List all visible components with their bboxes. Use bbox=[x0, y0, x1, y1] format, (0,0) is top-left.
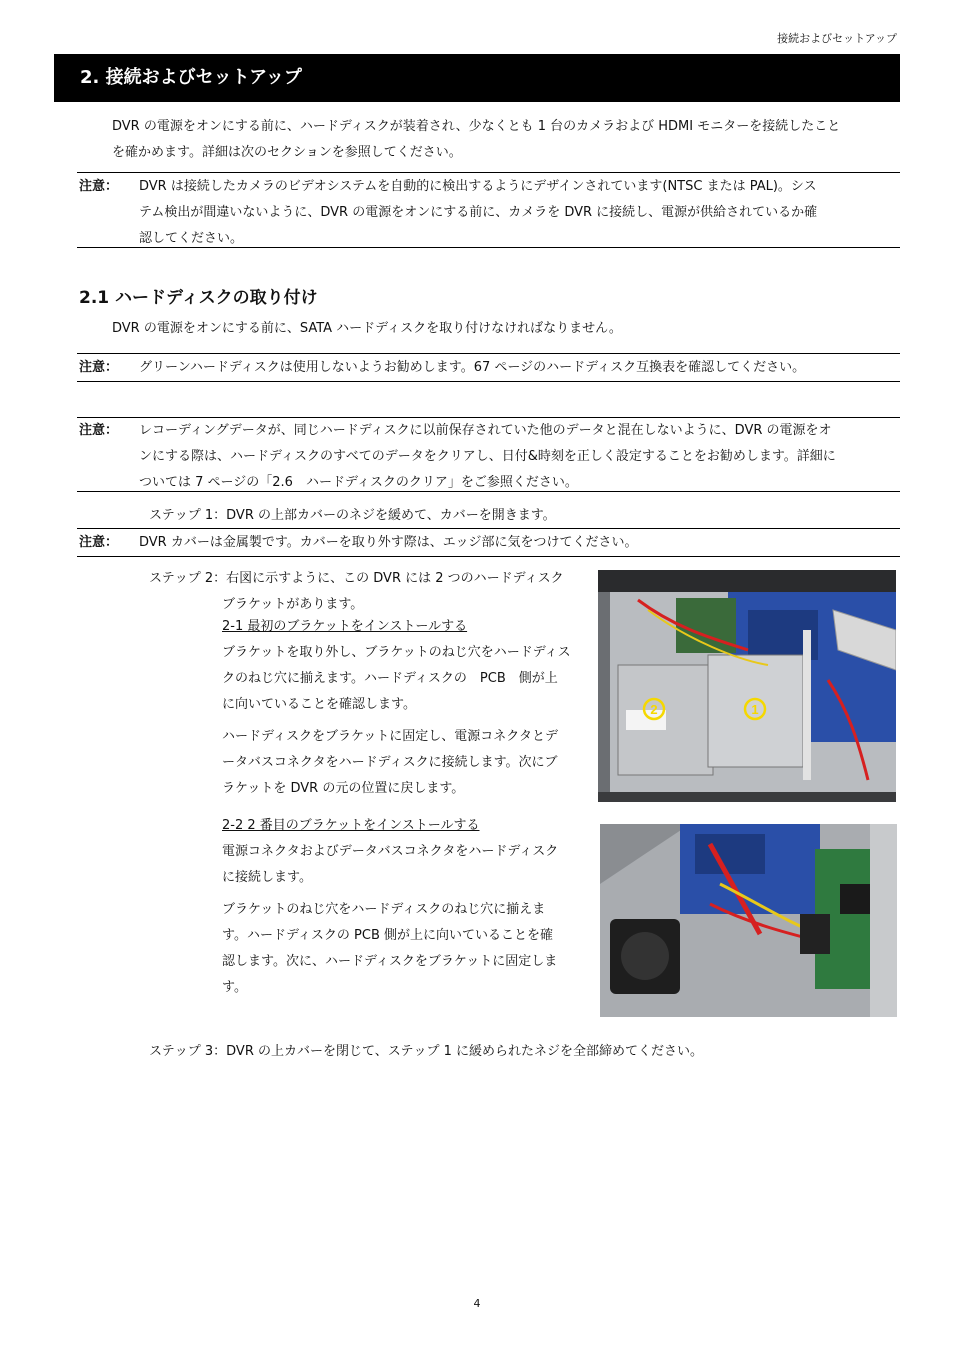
step-line: 電源コネクタおよびデータバスコネクタをハードディスク bbox=[222, 844, 559, 859]
note-line: ついては 7 ページの「2.6 ハードディスクのクリア」をご参照ください。 bbox=[139, 475, 578, 490]
divider bbox=[77, 491, 900, 492]
step-line: ラケットを DVR の元の位置に戻します。 bbox=[222, 781, 465, 796]
step-line: ータバスコネクタをハードディスクに接続します。次にブ bbox=[222, 755, 558, 770]
note-label: 注意： bbox=[79, 360, 119, 375]
step-2-2-heading: 2-2 2 番目のブラケットをインストールする bbox=[222, 818, 480, 833]
step-2-1-heading: 2-1 最初のブラケットをインストールする bbox=[222, 619, 468, 634]
divider bbox=[77, 528, 900, 529]
step-2-text bbox=[149, 566, 599, 618]
bracket-2-marker: 2 bbox=[650, 702, 658, 717]
step-2-line: ステップ 2：右図に示すように、この DVR には 2 つのハードディスク bbox=[149, 571, 564, 586]
divider bbox=[77, 247, 900, 248]
step-line: 認します。次に、ハードディスクをブラケットに固定しま bbox=[222, 954, 558, 969]
step-line: す。ハードディスクの PCB 側が上に向いていることを確 bbox=[222, 928, 554, 943]
intro-line: を確かめます。詳細は次のセクションを参照してください。 bbox=[112, 145, 462, 160]
subsection-intro: DVR の電源をオンにする前に、SATA ハードディスクを取り付けなければなりません。 bbox=[112, 321, 622, 336]
step-1-text: ステップ 1：DVR の上部カバーのネジを緩めて、カバーを開きます。 bbox=[149, 508, 556, 523]
step-line: クのねじ穴に揃えます。ハードディスクの PCB 側が上 bbox=[222, 671, 558, 686]
note-line: DVR は接続したカメラのビデオシステムを自動的に検出するようにデザインされています(NTSC または PAL)。シス bbox=[139, 179, 817, 194]
note-line: レコーディングデータが、同じハードディスクに以前保存されていた他のデータと混在しないように、DVR の電源をオ bbox=[139, 423, 832, 438]
section-title-bar: 2. 接続およびセットアップ bbox=[54, 54, 900, 102]
intro-line: DVR の電源をオンにする前に、ハードディスクが装着され、少なくとも 1 台のカメラおよび HDMI モニターを接続したこと bbox=[112, 119, 841, 134]
step-line: ハードディスクをブラケットに固定し、電源コネクタとデ bbox=[222, 729, 559, 744]
note-body bbox=[139, 418, 899, 496]
note-line: ンにする際は、ハードディスクのすべてのデータをクリアし、日付&時刻を正しく設定することをお勧めします。詳細に bbox=[139, 449, 836, 464]
step-line: に向いていることを確認します。 bbox=[222, 697, 416, 712]
step-3-text: ステップ 3：DVR の上カバーを閉じて、ステップ 1 に緩められたネジを全部締めてください。 bbox=[149, 1044, 703, 1059]
note-line: テム検出が間違いないように、DVR の電源をオンにする前に、カメラを DVR に接続し、電源が供給されているか確 bbox=[139, 205, 818, 220]
step-line: す。 bbox=[222, 980, 247, 995]
dvr-interior-illustration bbox=[598, 570, 896, 802]
note-body: DVR カバーは金属製です。カバーを取り外す際は、エッジ部に気をつけてください。 bbox=[139, 535, 638, 550]
step-2-1-block bbox=[222, 614, 584, 802]
intro-paragraph bbox=[112, 114, 900, 166]
note-body bbox=[139, 174, 899, 252]
second-bracket-photo bbox=[600, 824, 897, 1017]
note-label: 注意： bbox=[79, 423, 119, 438]
subsection-title: 2.1 ハードディスクの取り付け bbox=[79, 288, 318, 308]
divider bbox=[77, 381, 900, 382]
note-line: 認してください。 bbox=[139, 231, 244, 246]
page-number: 4 bbox=[473, 1297, 481, 1310]
bracket-1-marker: 1 bbox=[751, 702, 759, 717]
divider bbox=[77, 353, 900, 354]
note-body: グリーンハードディスクは使用しないようお勧めします。67 ページのハードディスク互換表を確認してください。 bbox=[139, 360, 806, 375]
step-2-line: ブラケットがあります。 bbox=[222, 597, 364, 612]
note-label: 注意： bbox=[79, 535, 119, 550]
step-line: ブラケットを取り外し、ブラケットのねじ穴をハードディス bbox=[222, 645, 571, 660]
note-label: 注意： bbox=[79, 179, 119, 194]
divider bbox=[77, 172, 900, 173]
step-2-2-block bbox=[222, 813, 584, 1001]
step-line: ブラケットのねじ穴をハードディスクのねじ穴に揃えま bbox=[222, 902, 546, 917]
step-line: に接続します。 bbox=[222, 870, 312, 885]
divider bbox=[77, 556, 900, 557]
dvr-interior-photo bbox=[598, 570, 896, 802]
running-header: 接続およびセットアップ bbox=[777, 32, 897, 45]
second-bracket-illustration bbox=[600, 824, 897, 1017]
